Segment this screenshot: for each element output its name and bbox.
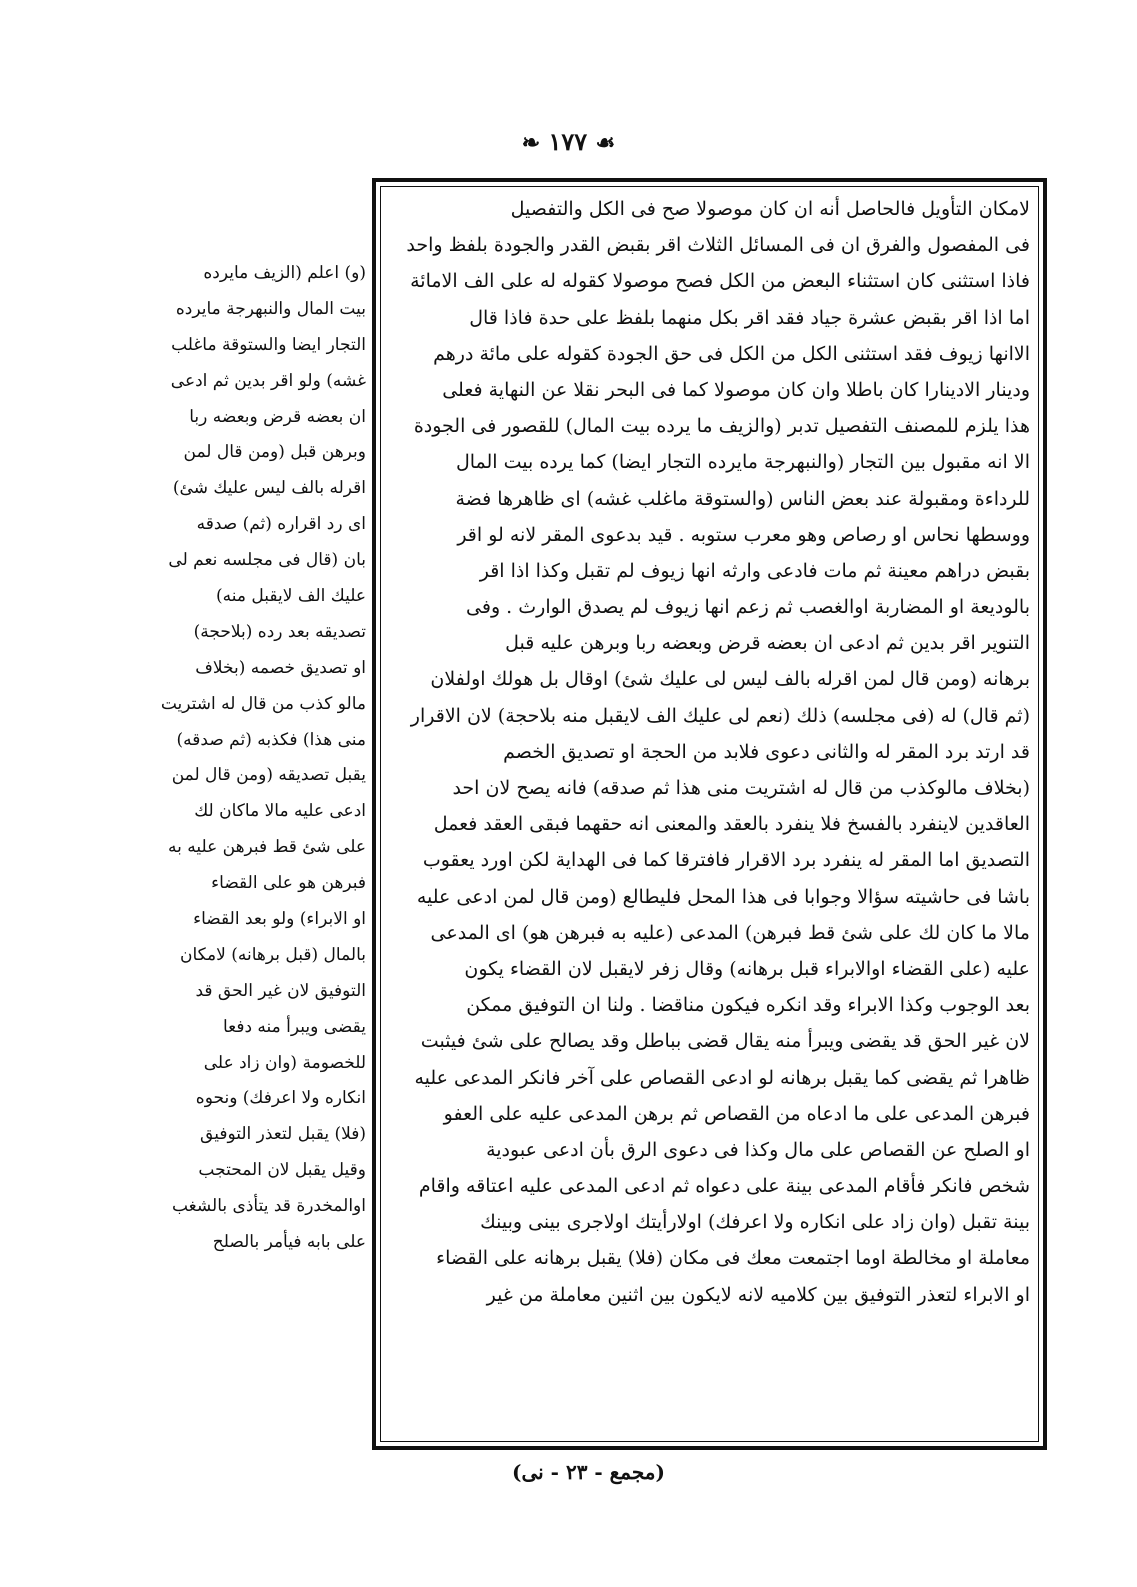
- main-text-line: مالا ما كان لك على شئ قط فبرهن) المدعى (عليه به فبرهن هو) اى المدعى: [430, 921, 1030, 944]
- margin-text-line: انكاره ولا اعرفك) ونحوه: [195, 1088, 366, 1109]
- margin-text-line: او الابراء) ولو بعد القضاء: [193, 909, 366, 930]
- main-text-line: الاانها زيوف فقد استثنى الكل من الكل فى حق الجودة كقوله على مائة درهم: [433, 342, 1030, 365]
- main-text-line: (ثم قال) له (فى مجلسه) ذلك (نعم لى عليك الف لايقبل منه بلاحجة) لان الاقرار: [410, 704, 1030, 727]
- main-text-frame: [372, 178, 1047, 1450]
- page-number: [0, 122, 1137, 162]
- main-text-line: بعد الوجوب وكذا الابراء وقد انكره فيكون مناقضا . ولنا ان التوفيق ممكن: [466, 994, 1030, 1017]
- margin-text-line: اى رد اقراره (ثم) صدقه: [196, 514, 366, 535]
- main-text-line: للرداءة ومقبولة عند بعض الناس (والستوقة ماغلب غشه) اى ظاهرها فضة: [455, 487, 1030, 510]
- main-text-line: بالوديعة او المضاربة اوالغصب ثم زعم انها زيوف لم يصدق الوارث . وفى: [466, 596, 1030, 619]
- main-text-line: العاقدين لاينفرد بالفسخ فلا ينفرد بالعقد والمعنى انه حقهما فبقى العقد فعمل: [433, 813, 1030, 836]
- margin-text-line: التجار ايضا والستوقة ماغلب: [171, 334, 366, 355]
- margin-text-line: (و) اعلم (الزيف مايرده: [203, 263, 366, 283]
- main-text-line: فى المفصول والفرق ان فى المسائل الثلاث اقر بقبض القدر والجودة بلفظ واحد: [406, 234, 1030, 257]
- main-text-line: عليه (على القضاء اوالابراء قبل برهانه) وقال زفر لايقبل لان القضاء يكون: [464, 957, 1030, 980]
- ornament-right-icon: ☙: [595, 130, 616, 156]
- main-text-line: برهانه (ومن قال لمن اقرله بالف ليس لى عليك شئ) اوقال بل هولك اولفلان: [430, 668, 1030, 691]
- main-text-line: بينة تقبل (وان زاد على انكاره ولا اعرفك) اولارأيتك اولاجرى بينى وبينك: [480, 1211, 1030, 1234]
- margin-text-line: وبرهن قبل (ومن قال لمن: [183, 442, 366, 463]
- main-text-line: او الصلح عن القصاص على مال وكذا فى دعوى الرق بأن ادعى عبودية: [486, 1138, 1030, 1161]
- margin-text-line: على بابه فيأمر بالصلح: [212, 1232, 366, 1253]
- margin-text-line: يقضى ويبرأ منه دفعا: [222, 1016, 366, 1037]
- main-text-line: فاذا استثنى كان استثناء البعض من الكل فصح موصولا كقوله له على الف الامائة: [410, 270, 1030, 293]
- margin-text-line: على شئ قط فبرهن عليه به: [167, 837, 366, 858]
- margin-text-line: بالمال (قبل برهانه) لامكان: [179, 944, 366, 965]
- margin-text-line: او تصديق خصمه (بخلاف: [195, 657, 366, 678]
- main-text-line: او الابراء لتعذر التوفيق بين كلاميه لانه لايكون بين اثنين معاملة من غير: [486, 1283, 1030, 1306]
- main-text-inner-border: [380, 186, 1039, 1442]
- signature-mark: (مجمع - ٢٣ - نى): [512, 1460, 665, 1484]
- main-text-line: هذا يلزم للمصنف التفصيل تدبر (والزيف ما يرده بيت المال) للقصور فى الجودة: [413, 415, 1030, 438]
- ornament-left-icon: ❧: [521, 130, 541, 156]
- margin-text-line: بان (قال فى مجلسه نعم لى: [168, 550, 366, 571]
- margin-text-line: يقبل تصديقه (ومن قال لمن: [171, 765, 366, 786]
- main-text-block: [381, 187, 1038, 1313]
- margin-text-line: غشه) ولو اقر بدين ثم ادعى: [170, 370, 366, 391]
- main-text-line: ظاهرا ثم يقضى كما يقبل برهانه لو ادعى القصاص على آخر فانكر المدعى عليه: [414, 1066, 1030, 1089]
- margin-text-line: ان بعضه قرض وبعضه ربا: [189, 406, 366, 427]
- main-text-line: باشا فى حاشيته سؤالا وجوابا فى هذا المحل فليطالع (ومن قال لمن ادعى عليه: [416, 885, 1030, 908]
- main-text-line: اما اذا اقر بقبض عشرة جياد فقد اقر بكل منهما بلفظ على حدة فاذا قال: [469, 306, 1030, 329]
- margin-text-line: بيت المال والنبهرجة مايرده: [175, 298, 366, 319]
- margin-text-line: منى هذا) فكذبه (ثم صدقه): [176, 729, 366, 750]
- margin-text-line: تصديقه بعد رده (بلاحجة): [193, 621, 366, 642]
- main-text-line: قد ارتد برد المقر له والثانى دعوى فلابد من الحجة او تصديق الخصم: [503, 740, 1030, 763]
- margin-commentary: [148, 256, 366, 1386]
- main-text-line: ودينار الادينارا كان باطلا وان كان موصولا كما فى البحر نقلا عن النهاية فعلى: [442, 378, 1030, 401]
- main-text-line: التصديق اما المقر له ينفرد برد الاقرار فافترقا كما فى الهداية لكن اورد يعقوب: [422, 849, 1030, 872]
- main-text-line: فبرهن المدعى على ما ادعاه من القصاص ثم برهن المدعى عليه على العفو: [443, 1102, 1030, 1125]
- margin-text-line: للخصومة (وان زاد على: [203, 1052, 366, 1073]
- main-text-line: (بخلاف مالوكذب من قال له اشتريت منى هذا ثم صدقه) فانه يصح لان احد: [452, 777, 1030, 799]
- margin-text-line: ادعى عليه مالا ماكان لك: [194, 801, 366, 822]
- main-text-line: شخص فانكر فأقام المدعى بينة على دعواه ثم ادعى المدعى عليه اعتاقه واقام: [418, 1175, 1030, 1198]
- margin-text-line: (فلا) يقبل لتعذر التوفيق: [200, 1124, 366, 1145]
- margin-text-line: اقرله بالف ليس عليك شئ): [172, 478, 366, 499]
- main-text-line: التنوير اقر بدين ثم ادعى ان بعضه قرض وبعضه ربا وبرهن عليه قبل: [505, 632, 1030, 655]
- margin-text-line: عليك الف لايقبل منه): [216, 586, 366, 607]
- main-text-line: ووسطها نحاس او رصاص وهو معرب ستوبه . قيد بدعوى المقر لانه لو اقر: [457, 523, 1030, 546]
- main-text-line: الا انه مقبول بين التجار (والنبهرجة مايرده التجار ايضا) كما يرده بيت المال: [455, 451, 1030, 474]
- margin-text-line: فبرهن هو على القضاء: [211, 873, 366, 894]
- main-text-line: لان غير الحق قد يقضى ويبرأ منه يقال قضى بباطل وقد يصالح على شئ فيثبت: [420, 1030, 1030, 1053]
- page-number-value: ١٧٧: [548, 127, 588, 156]
- margin-text-line: وقيل يقبل لان المحتجب: [198, 1160, 366, 1181]
- main-text-line: بقبض دراهم معينة ثم مات فادعى وارثه انها زيوف لم تقبل وكذا اذا اقر: [479, 559, 1030, 582]
- margin-text-line: اوالمخدرة قد يتأذى بالشغب: [171, 1196, 366, 1217]
- margin-text-line: التوفيق لان غير الحق قد: [195, 980, 366, 1001]
- main-text-line: معاملة او مخالطة اوما اجتمعت معك فى مكان (فلا) يقبل برهانه على القضاء: [436, 1247, 1030, 1270]
- margin-text-line: مالو كذب من قال له اشتريت: [160, 693, 366, 714]
- main-text-line: لامكان التأويل فالحاصل أنه ان كان موصولا صح فى الكل والتفصيل: [510, 198, 1030, 220]
